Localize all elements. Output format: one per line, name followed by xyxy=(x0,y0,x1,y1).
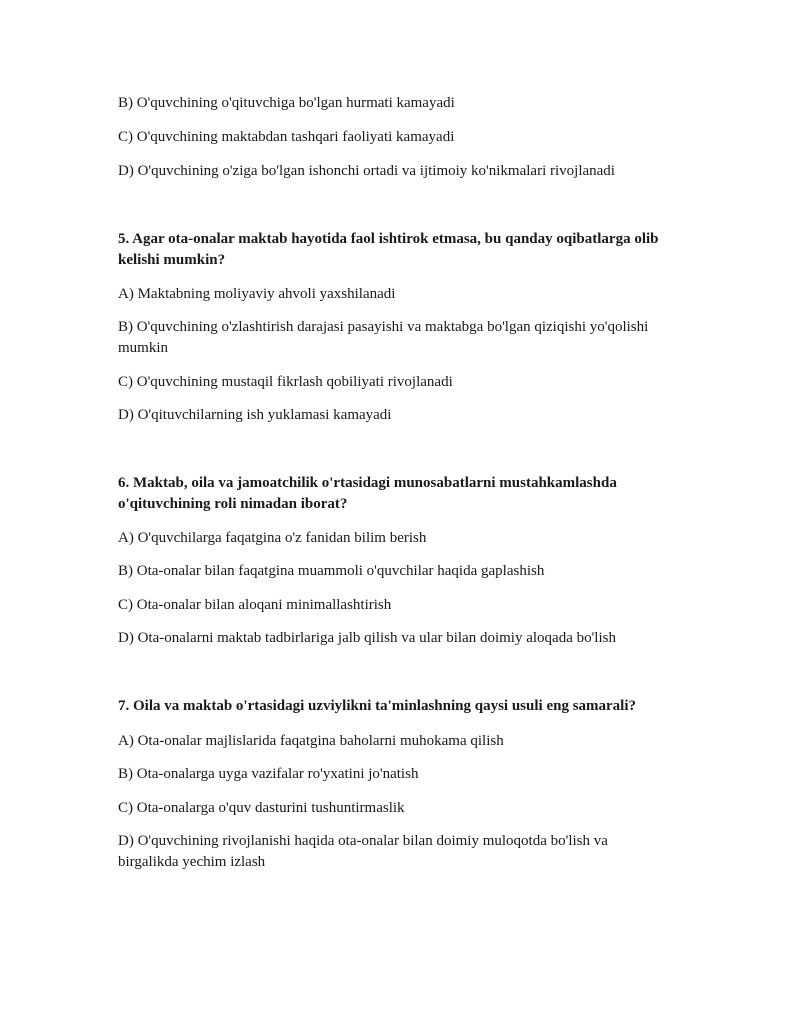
question-title: 5. Agar ota-onalar maktab hayotida faol ishtirok etmasa, bu qanday oqibatlarga olib kelishi mumkin? xyxy=(118,231,659,268)
answer-option: D) O'qituvchilarning ish yuklamasi kamayadi xyxy=(118,407,392,423)
answer-option: C) O'quvchining mustaqil fikrlash qobiliyati rivojlanadi xyxy=(118,374,453,390)
answer-option: C) Ota-onalar bilan aloqani minimallashtirish xyxy=(118,597,392,613)
answer-option: C) Ota-onalarga o'quv dasturini tushuntirmaslik xyxy=(118,800,405,816)
answer-option: C) O'quvchining maktabdan tashqari faoliyati kamayadi xyxy=(118,129,455,145)
answer-option: D) Ota-onalarni maktab tadbirlariga jalb qilish va ular bilan doimiy aloqada bo'lish xyxy=(118,630,616,646)
answer-option: B) Ota-onalar bilan faqatgina muammoli o'quvchilar haqida gaplashish xyxy=(118,563,545,579)
answer-option: A) Maktabning moliyaviy ahvoli yaxshilanadi xyxy=(118,286,396,302)
answer-option: A) Ota-onalar majlislarida faqatgina baholarni muhokama qilish xyxy=(118,733,504,749)
question-title: 7. Oila va maktab o'rtasidagi uzviylikni ta'minlashning qaysi usuli eng samarali? xyxy=(118,698,637,714)
answer-option: D) O'quvchining o'ziga bo'lgan ishonchi ortadi va ijtimoiy ko'nikmalari rivojlanadi xyxy=(118,163,615,179)
answer-option: D) O'quvchining rivojlanishi haqida ota-onalar bilan doimiy muloqotda bo'lish va birgalikda yechim izlash xyxy=(118,833,608,870)
answer-option: B) O'quvchining o'qituvchiga bo'lgan hurmati kamayadi xyxy=(118,95,455,111)
answer-option: A) O'quvchilarga faqatgina o'z fanidan bilim berish xyxy=(118,530,427,546)
answer-option: B) Ota-onalarga uyga vazifalar ro'yxatini jo'natish xyxy=(118,766,419,782)
question-title: 6. Maktab, oila va jamoatchilik o'rtasidagi munosabatlarni mustahkamlashda o'qituvchining roli nimadan iborat? xyxy=(118,475,617,512)
answer-option: B) O'quvchining o'zlashtirish darajasi pasayishi va maktabga bo'lgan qiziqishi yo'qolishi mumkin xyxy=(118,319,649,356)
